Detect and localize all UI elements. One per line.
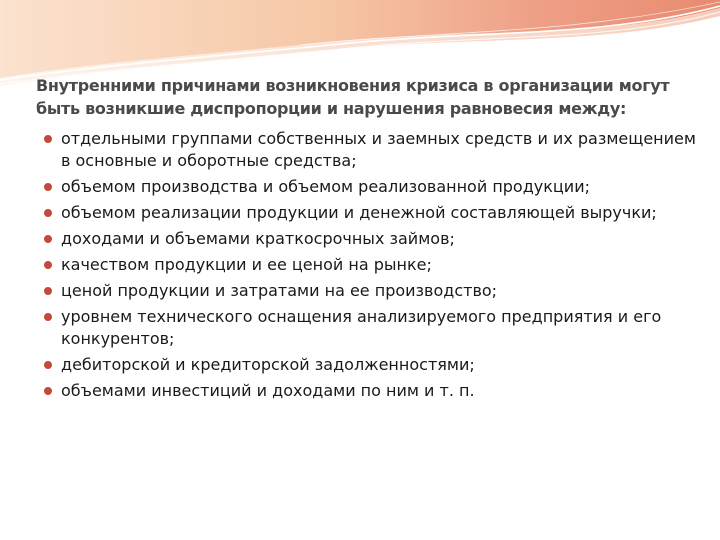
bullet-dot-icon — [44, 287, 52, 295]
bullet-dot-icon — [44, 235, 52, 243]
list-item-text: качеством продукции и ее ценой на рынке; — [61, 255, 432, 274]
list-item-text: доходами и объемами краткосрочных займов; — [61, 229, 455, 248]
bullet-dot-icon — [44, 183, 52, 191]
list-item-text: объемами инвестиций и доходами по ним и т. п. — [61, 381, 475, 400]
list-item — [42, 306, 702, 350]
list-item — [42, 380, 702, 402]
bullet-dot-icon — [44, 387, 52, 395]
list-item-text: объемом производства и объемом реализованной продукции; — [61, 177, 590, 196]
list-item-text: отдельными группами собственных и заемных средств и их размещением в основные и оборотные средства; — [61, 129, 696, 170]
list-item-text: ценой продукции и затратами на ее производство; — [61, 281, 498, 300]
list-item — [42, 354, 702, 376]
slide-title: Внутренними причинами возникновения кризиса в организации могут быть возникшие диспропорции и нарушения равновесия между: — [36, 76, 670, 118]
bullet-dot-icon — [44, 313, 52, 321]
list-item-text: дебиторской и кредиторской задолженностями; — [61, 355, 475, 374]
bullet-dot-icon — [44, 361, 52, 369]
bullet-list — [42, 128, 702, 406]
list-item — [42, 176, 702, 198]
bullet-dot-icon — [44, 261, 52, 269]
list-item-text: объемом реализации продукции и денежной составляющей выручки; — [61, 203, 657, 222]
list-item — [42, 280, 702, 302]
list-item — [42, 128, 702, 172]
list-item — [42, 202, 702, 224]
bullet-dot-icon — [44, 135, 52, 143]
list-item — [42, 254, 702, 276]
bullet-dot-icon — [44, 209, 52, 217]
list-item — [42, 228, 702, 250]
list-item-text: уровнем технического оснащения анализируемого предприятия и его конкурентов; — [61, 307, 662, 348]
